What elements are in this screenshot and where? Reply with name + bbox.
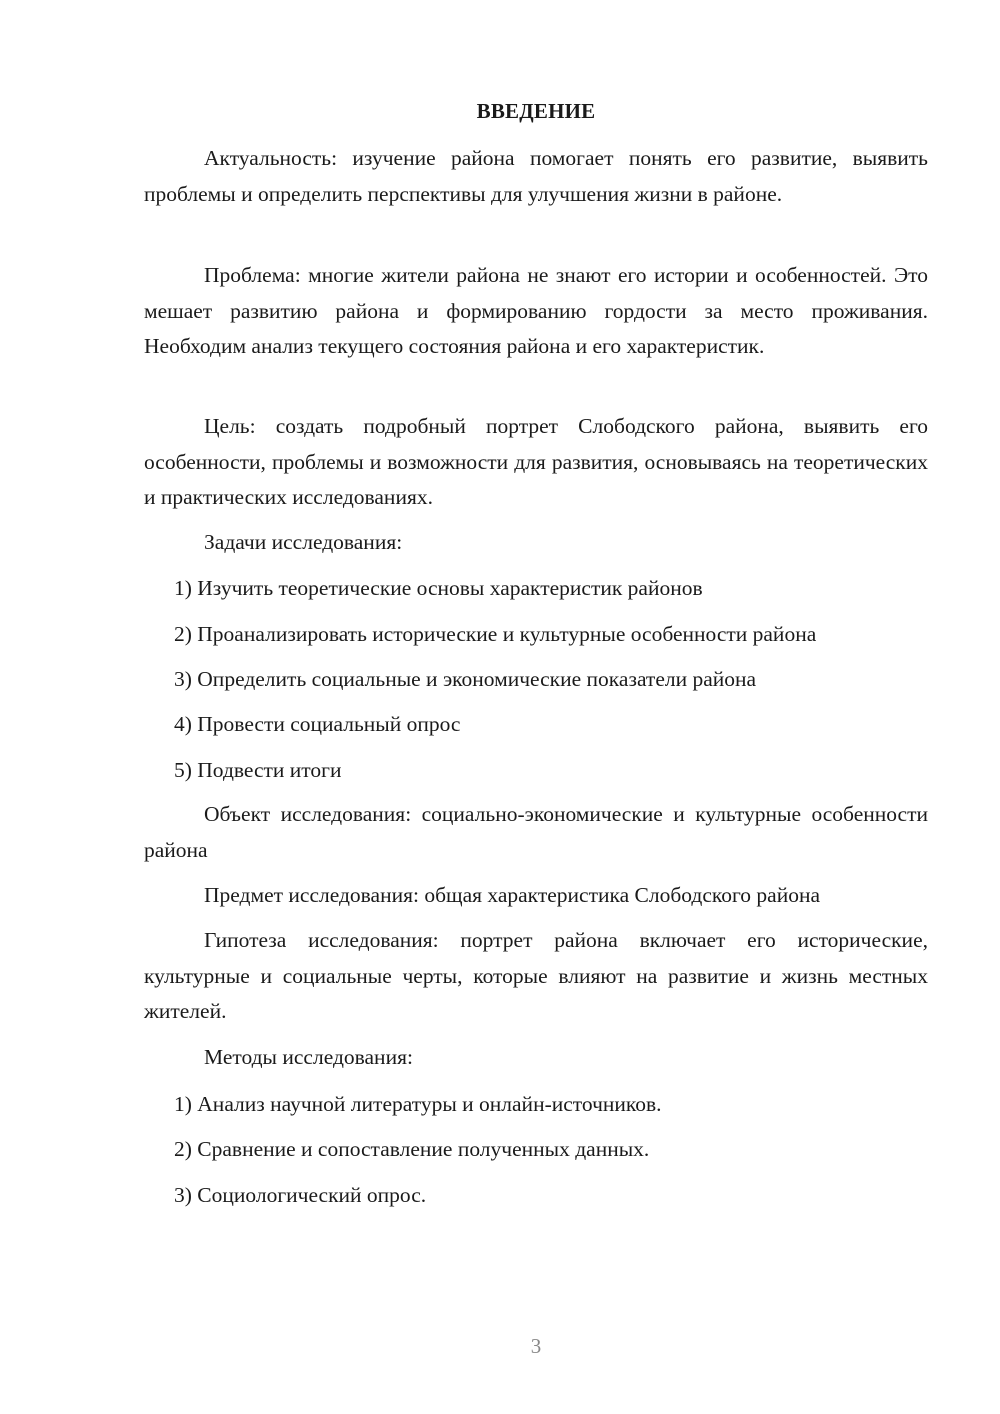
method-item-2: 2) Сравнение и сопоставление полученных данных. bbox=[174, 1137, 650, 1161]
paragraph-relevance: Актуальность: изучение района помогает понять его развитие, выявить проблемы и определить перспективы для улучшения жизни в районе. bbox=[144, 146, 928, 206]
paragraph-goal: Цель: создать подробный портрет Слободского района, выявить его особенности, проблемы и возможности для развития, основываясь на теоретических и практических исследованиях. bbox=[144, 414, 928, 509]
paragraph-hypothesis: Гипотеза исследования: портрет района включает его исторические, культурные и социальные черты, которые влияют на развитие и жизнь местных жителей. bbox=[144, 928, 928, 1023]
task-item-3: 3) Определить социальные и экономические показатели района bbox=[174, 667, 757, 691]
task-item-2: 2) Проанализировать исторические и культурные особенности района bbox=[174, 622, 817, 646]
task-item-5: 5) Подвести итоги bbox=[174, 758, 342, 782]
tasks-heading: Задачи исследования: bbox=[204, 530, 403, 554]
page-number: 3 bbox=[530, 1334, 542, 1358]
task-item-4: 4) Провести социальный опрос bbox=[174, 712, 461, 736]
method-item-1: 1) Анализ научной литературы и онлайн-источников. bbox=[174, 1092, 662, 1116]
page-title: ВВЕДЕНИЕ bbox=[476, 99, 596, 123]
paragraph-problem: Проблема: многие жители района не знают его истории и особенностей. Это мешает развитию района и формированию гордости за место проживания. Необходим анализ текущего состояния района и его характеристик. bbox=[144, 263, 928, 358]
methods-heading: Методы исследования: bbox=[204, 1045, 413, 1069]
task-item-1: 1) Изучить теоретические основы характеристик районов bbox=[174, 576, 703, 600]
paragraph-subject: Предмет исследования: общая характеристика Слободского района bbox=[204, 883, 820, 907]
paragraph-object: Объект исследования: социально-экономические и культурные особенности района bbox=[144, 802, 928, 862]
method-item-3: 3) Социологический опрос. bbox=[174, 1183, 427, 1207]
document-page bbox=[144, 0, 928, 1414]
